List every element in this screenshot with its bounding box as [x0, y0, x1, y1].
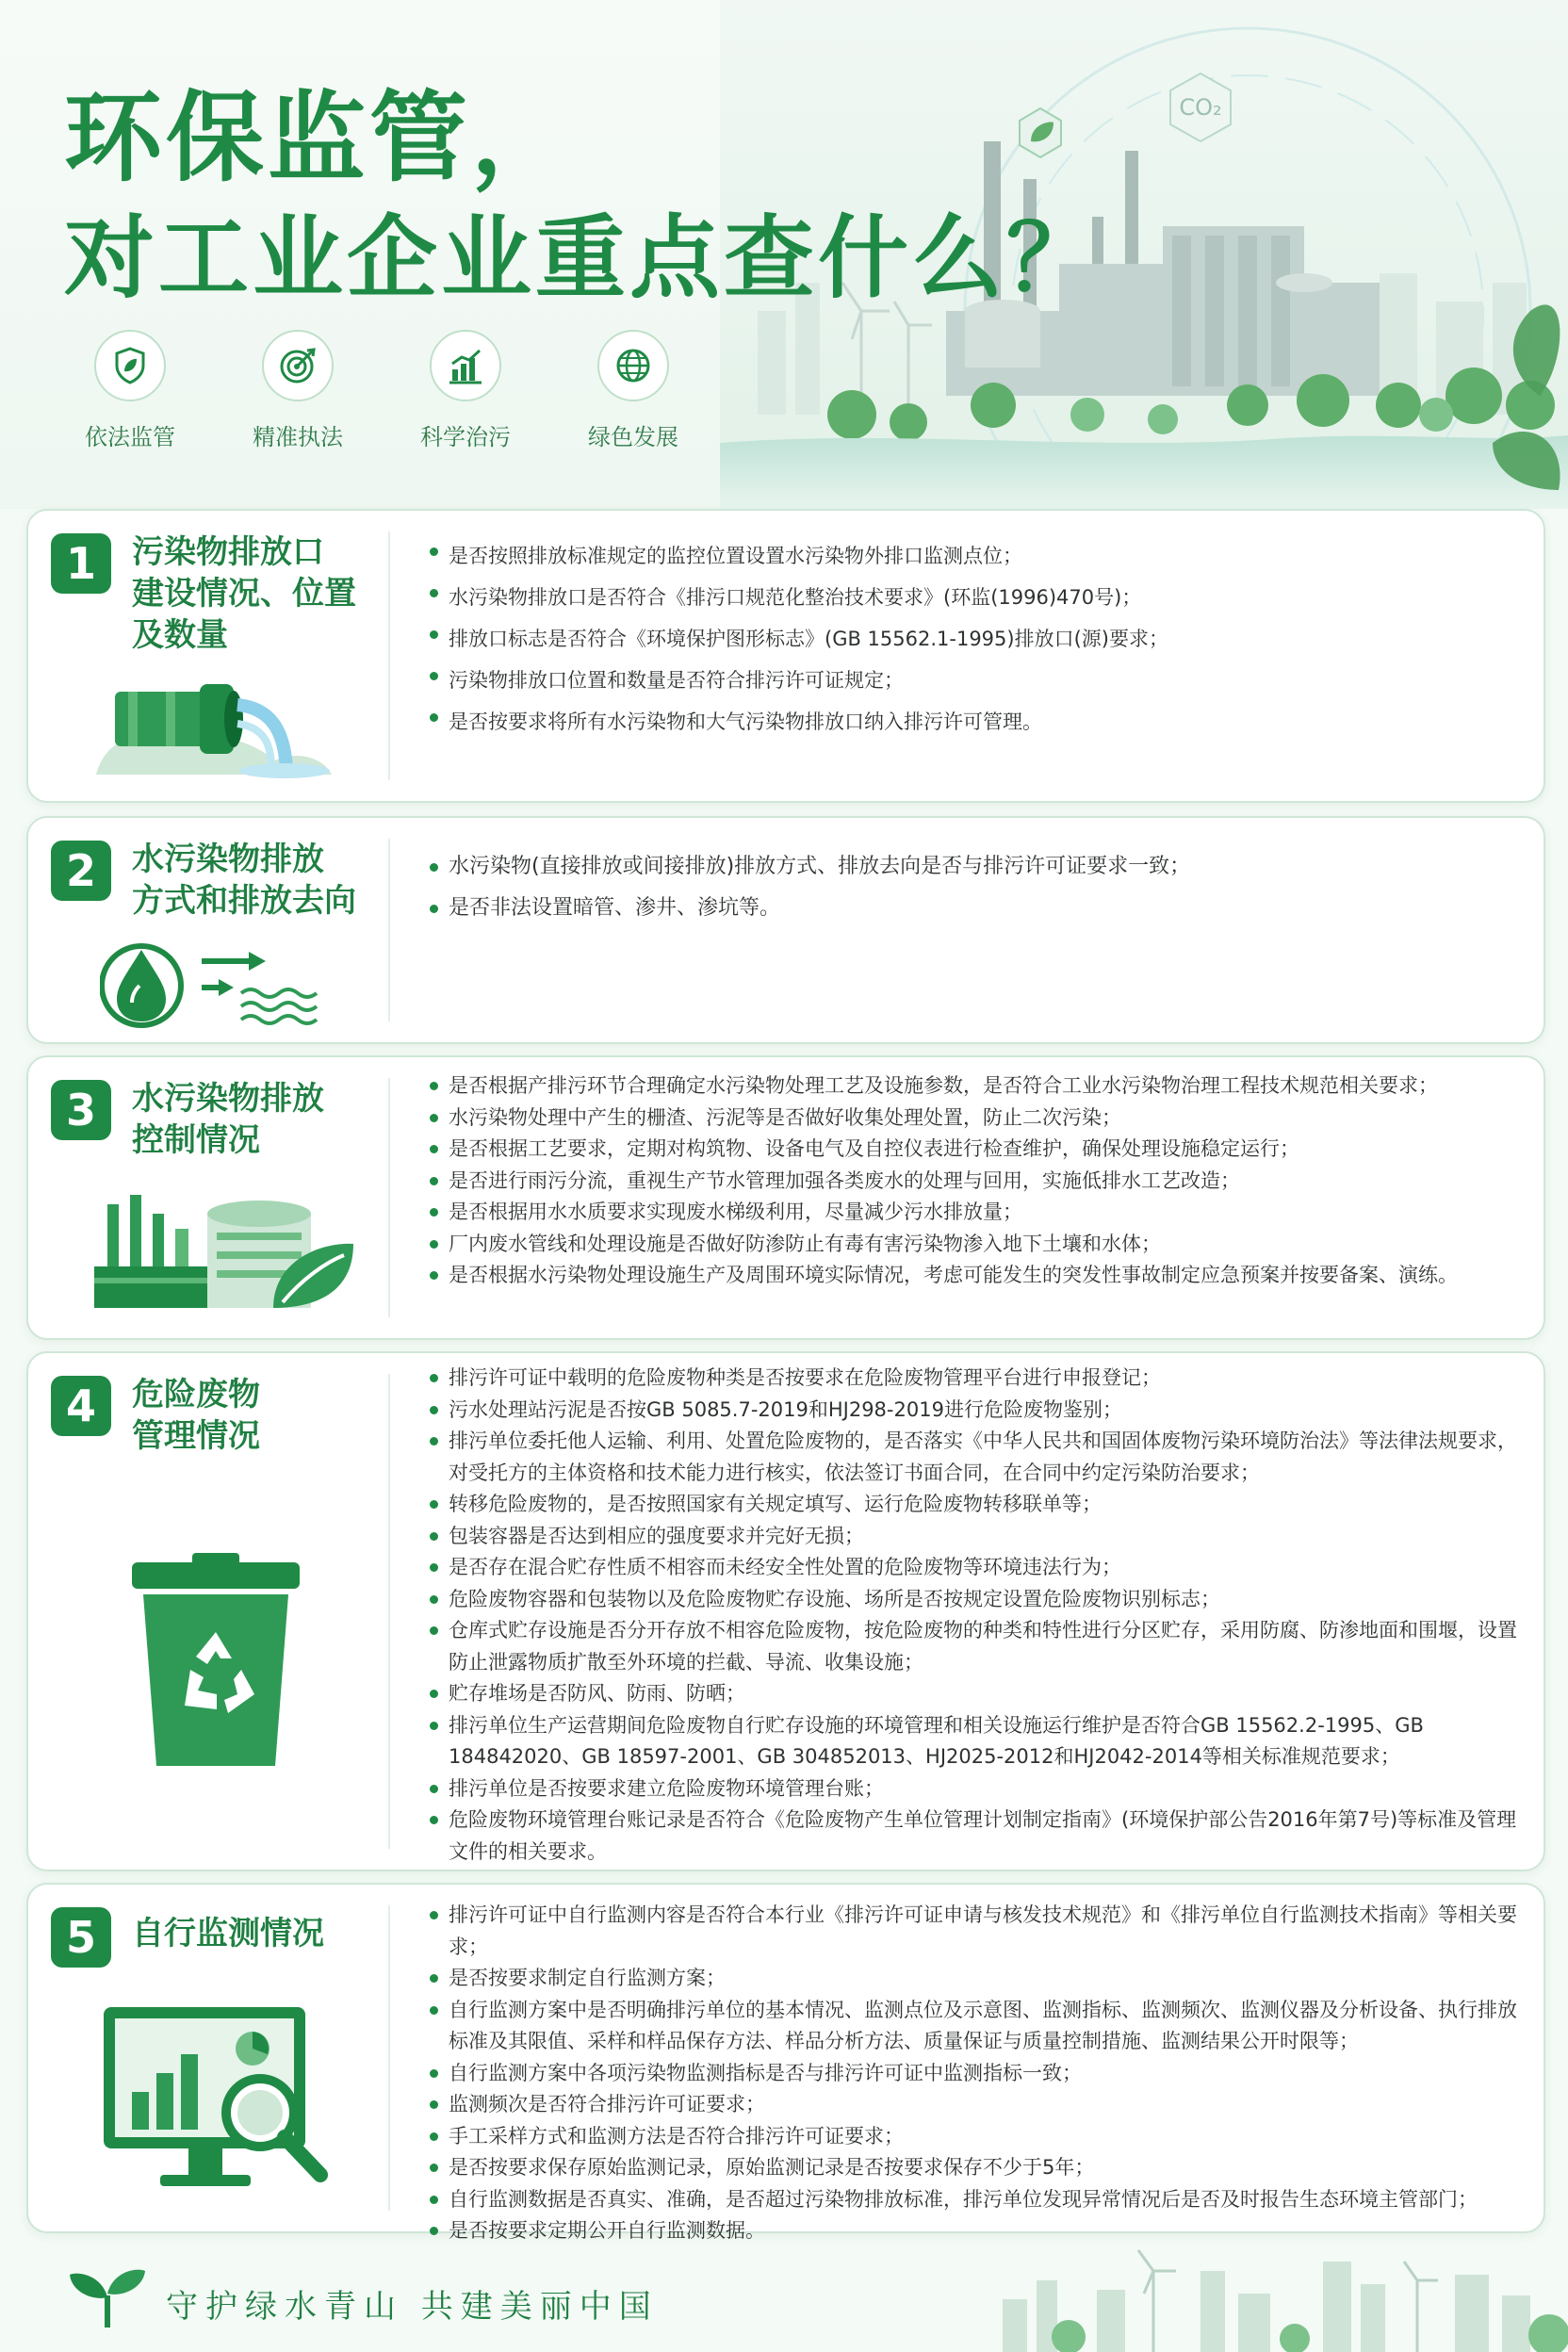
list-item: 是否按要求将所有水污染物和大气污染物排放口纳入排污许可管理。: [428, 701, 1521, 743]
badge-label: 科学治污: [420, 424, 511, 450]
card-divider: [388, 1374, 390, 1849]
section-title: 水污染物排放 方式和排放去向: [132, 841, 356, 920]
list-item: 排污单位生产运营期间危险废物自行贮存设施的环境管理和相关设施运行维护是否符合GB 15562.2-1995、GB 184842020、GB 18597-2001、GB 304852013、HJ2025-2012和HJ2042-2014等相关标准规范要求；: [428, 1710, 1521, 1773]
target-icon: [262, 330, 334, 401]
section-number: 4: [51, 1376, 111, 1436]
list-item: 是否根据用水水质要求实现废水梯级利用，尽量减少污水排放量；: [428, 1197, 1521, 1229]
list-item: 是否根据工艺要求，定期对构筑物、设备电气及自控仪表进行检查维护，确保处理设施稳定运行；: [428, 1134, 1521, 1166]
list-item: 危险废物容器和包装物以及危险废物贮存设施、场所是否按规定设置危险废物识别标志；: [428, 1584, 1521, 1616]
card-divider: [388, 839, 390, 1021]
list-item: 贮存堆场是否防风、防雨、防晒；: [428, 1678, 1521, 1710]
section-heading: [28, 1885, 388, 2231]
list-item: 仓库式贮存设施是否分开存放不相容危险废物，按危险废物的种类和特性进行分区贮存，采用防腐、防渗地面和围堰，设置防止泄露物质扩散至外环境的拦截、导流、收集设施；: [428, 1615, 1521, 1678]
checklist: [428, 1900, 1521, 2247]
page-title-line2: 对工业企业重点查什么？: [64, 205, 1101, 311]
section-card-1: [26, 509, 1545, 803]
list-item: 水污染物处理中产生的栅渣、污泥等是否做好收集处理处置，防止二次污染；: [428, 1102, 1521, 1135]
section-title: 水污染物排放 控制情况: [132, 1080, 324, 1159]
card-divider: [388, 1078, 390, 1317]
badge-label: 绿色发展: [588, 424, 678, 450]
badge-enforcement: [239, 330, 356, 451]
bar-chart-icon: [430, 330, 501, 401]
checklist: [428, 1363, 1521, 1868]
section-title: 危险废物 管理情况: [132, 1376, 260, 1455]
list-item: 危险废物环境管理台账记录是否符合《危险废物产生单位管理计划制定指南》(环境保护部公告2016年第7号)等标准及管理文件的相关要求。: [428, 1805, 1521, 1868]
card-divider: [388, 1905, 390, 2211]
footer: [0, 2243, 1568, 2352]
list-item: 是否根据水污染物处理设施生产及周围环境实际情况，考虑可能发生的突发性事故制定应急预案并按要备案、演练。: [428, 1260, 1521, 1292]
section-number: 2: [51, 841, 111, 901]
header: [0, 0, 1568, 509]
list-item: 排污单位是否按要求建立危险废物环境管理台账；: [428, 1773, 1521, 1805]
list-item: 自行监测方案中各项污染物监测指标是否与排污许可证中监测指标一致；: [428, 2058, 1521, 2090]
list-item: 排污许可证中自行监测内容是否符合本行业《排污许可证申请与核发技术规范》和《排污单位自行监测技术指南》等相关要求；: [428, 1900, 1521, 1963]
list-item: 包装容器是否达到相应的强度要求并完好无损；: [428, 1521, 1521, 1553]
list-item: 污染物排放口位置和数量是否符合排污许可证规定；: [428, 660, 1521, 701]
checklist: [428, 846, 1521, 929]
checklist: [428, 535, 1521, 743]
shield-leaf-icon: [94, 330, 166, 401]
section-heading: [28, 818, 388, 1042]
section-card-3: [26, 1055, 1545, 1340]
list-item: 自行监测方案中是否明确排污单位的基本情况、监测点位及示意图、监测指标、监测频次、监测仪器及分析设备、执行排放标准及其限值、采样和样品保存方法、样品分析方法、质量保证与质量控制措施、监测结果公开时限等；: [428, 1995, 1521, 2058]
page-title-line1: 环保监管，: [64, 80, 574, 195]
card-divider: [388, 531, 390, 780]
list-item: 是否按要求定期公开自行监测数据。: [428, 2215, 1521, 2247]
section-card-5: [26, 1883, 1545, 2242]
list-item: 水污染物排放口是否符合《排污口规范化整治技术要求》(环监(1996)470号)；: [428, 577, 1521, 618]
list-item: 厂内废水管线和处理设施是否做好防渗防止有毒有害污染物渗入地下土壤和水体；: [428, 1229, 1521, 1261]
list-item: 是否根据产排污环节合理确定水污染物处理工艺及设施参数，是否符合工业水污染物治理工程技术规范相关要求；: [428, 1070, 1521, 1102]
checklist: [428, 1070, 1521, 1292]
globe-icon: [597, 330, 669, 401]
list-item: 监测频次是否符合排污许可证要求；: [428, 2089, 1521, 2121]
list-item: 是否进行雨污分流，重视生产节水管理加强各类废水的处理与回用，实施低排水工艺改造；: [428, 1166, 1521, 1198]
section-title: 污染物排放口 建设情况、位置 及数量: [132, 533, 356, 654]
section-number: 5: [51, 1907, 111, 1968]
section-title: 自行监测情况: [132, 1915, 324, 1952]
list-item: 是否按要求制定自行监测方案；: [428, 1963, 1521, 1995]
badge-label: 精准执法: [253, 424, 343, 450]
list-item: 排放口标志是否符合《环境保护图形标志》(GB 15562.1-1995)排放口(源)要求；: [428, 618, 1521, 660]
badge-science: [407, 330, 524, 451]
list-item: 污水处理站污泥是否按GB 5085.7-2019和HJ298-2019进行危险废物鉴别；: [428, 1395, 1521, 1427]
list-item: 排污单位委托他人运输、利用、处置危险废物的，是否落实《中华人民共和国固体废物污染环境防治法》等法律法规要求，对受托方的主体资格和技术能力进行核实，依法签订书面合同，在合同中约定污染防治要求；: [428, 1426, 1521, 1489]
water-drop-flow-icon: [100, 927, 326, 1031]
section-number: 3: [51, 1080, 111, 1140]
section-heading: [28, 511, 388, 801]
list-item: 手工采样方式和监测方法是否符合排污许可证要求；: [428, 2121, 1521, 2153]
footer-slogan: 守护绿水青山 共建美丽中国: [166, 2288, 659, 2326]
city-skyline-illustration: [984, 2243, 1568, 2352]
section-heading: [28, 1057, 388, 1338]
badge-law: [72, 330, 188, 451]
badge-label: 依法监管: [85, 424, 175, 450]
value-badges: [72, 330, 692, 451]
list-item: 转移危险废物的，是否按照国家有关规定填写、运行危险废物转移联单等；: [428, 1489, 1521, 1521]
svg-text:CO₂: CO₂: [1179, 94, 1222, 121]
treatment-plant-icon: [85, 1176, 358, 1317]
section-card-4: [26, 1351, 1545, 1871]
recycle-bin-icon: [126, 1553, 305, 1770]
list-item: 是否按要求保存原始监测记录，原始监测记录是否按要求保存不少于5年；: [428, 2152, 1521, 2184]
list-item: 排污许可证中载明的危险废物种类是否按要求在危险废物管理平台进行申报登记；: [428, 1363, 1521, 1395]
discharge-pipe-icon: [87, 671, 341, 784]
list-item: 自行监测数据是否真实、准确，是否超过污染物排放标准，排污单位发现异常情况后是否及时报告生态环境主管部门；: [428, 2184, 1521, 2216]
section-heading: [28, 1353, 388, 1870]
badge-green: [575, 330, 692, 451]
section-card-2: [26, 816, 1545, 1044]
list-item: 是否按照排放标准规定的监控位置设置水污染物外排口监测点位；: [428, 535, 1521, 577]
monitor-chart-icon: [94, 1994, 368, 2201]
list-item: 水污染物(直接排放或间接排放)排放方式、排放去向是否与排污许可证要求一致；: [428, 846, 1521, 888]
list-item: 是否非法设置暗管、渗井、渗坑等。: [428, 888, 1521, 929]
section-number: 1: [51, 533, 111, 594]
list-item: 是否存在混合贮存性质不相容而未经安全性处置的危险废物等环境违法行为；: [428, 1552, 1521, 1584]
sprout-icon: [68, 2263, 147, 2329]
